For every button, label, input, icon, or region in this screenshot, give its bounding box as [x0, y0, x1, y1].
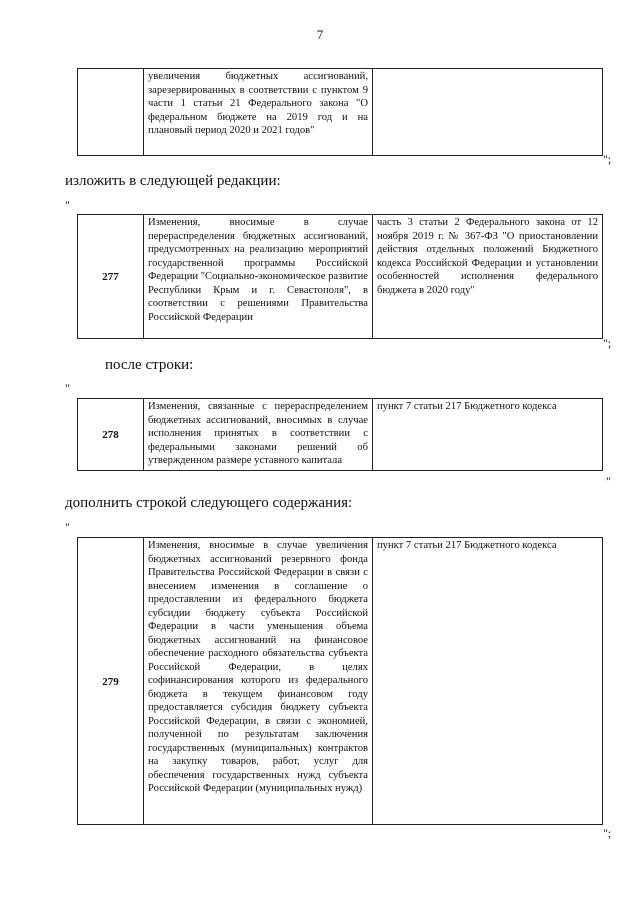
open-quote: " — [65, 198, 70, 212]
row-basis-cell: пункт 7 статьи 217 Бюджетного кодекса — [373, 399, 603, 471]
table-row — [78, 538, 603, 825]
open-quote: " — [65, 520, 70, 534]
table-row — [78, 399, 603, 471]
table-row — [78, 215, 603, 339]
row-number-cell: 279 — [78, 538, 144, 825]
close-quote: "; — [603, 826, 612, 840]
section-heading: дополнить строкой следующего содержания: — [65, 495, 353, 511]
row-description-cell: Изменения, вносимые в случае перераспределения бюджетных ассигнований, предусмотренных на реализацию мероприятий государственной программы Российской Федерации "Социально-экономическое развитие Республики Крым и г. Севастополя", в соответствии с решениями Правительства Российской Федерации — [144, 215, 373, 339]
row-description-cell: Изменения, связанные с перераспределением бюджетных ассигнований, вносимых в случае исполнения принятых в соответствии с федеральными законами решений об утвержденном размере уставного капитала — [144, 399, 373, 471]
row-basis-cell: часть 3 статьи 2 Федерального закона от 12 ноября 2019 г. № 367-ФЗ "О приостановлении действия отдельных положений Бюджетного кодекса Российской Федерации и установлении особенностей исполнения федерального бюджета в 2020 году" — [373, 215, 603, 339]
table-row-277 — [77, 214, 603, 339]
row-description-cell: увеличения бюджетных ассигнований, зарезервированных в соответствии с пунктом 9 части 1 статьи 21 Федерального закона "О федеральном бюджете на 2019 год и на плановый период 2020 и 2021 годов" — [144, 69, 373, 156]
page-number: 7 — [316, 27, 324, 42]
row-number-cell: 278 — [78, 399, 144, 471]
close-quote: "; — [603, 152, 612, 166]
row-number-cell: 277 — [78, 215, 144, 339]
row-description-cell: Изменения, вносимые в случае увеличения бюджетных ассигнований резервного фонда Правительства Российской Федерации в связи с внесением изменения в соглашение о предоставлении из федерального бюджета субсидии бюджету субъекта Российской Федерации в части уменьшения объема бюджетных ассигнований на финансовое обеспечение расходного обязательства субъекта Российской Федерации, в целях софинансирования которого из федерального бюджета в текущем финансовом году предоставляется субсидия бюджету субъекта Российской Федерации, в связи с экономией, полученной по результатам заключения государственных (муниципальных) контрактов на закупку товаров, работ, услуг для обеспечения государственных нужд субъекта Российской Федерации (муниципальных нужд) — [144, 538, 373, 825]
table-row — [78, 69, 603, 156]
close-quote: "; — [603, 336, 612, 350]
section-heading: после строки: — [105, 357, 194, 373]
row-basis-cell: пункт 7 статьи 217 Бюджетного кодекса — [373, 538, 603, 825]
section-heading: изложить в следующей редакции: — [65, 173, 281, 189]
close-quote: " — [606, 474, 611, 488]
row-basis-cell — [373, 69, 603, 156]
table-prev-row — [77, 68, 603, 156]
table-row-279 — [77, 537, 603, 825]
table-row-278 — [77, 398, 603, 471]
open-quote: " — [65, 381, 70, 395]
row-number-cell — [78, 69, 144, 156]
